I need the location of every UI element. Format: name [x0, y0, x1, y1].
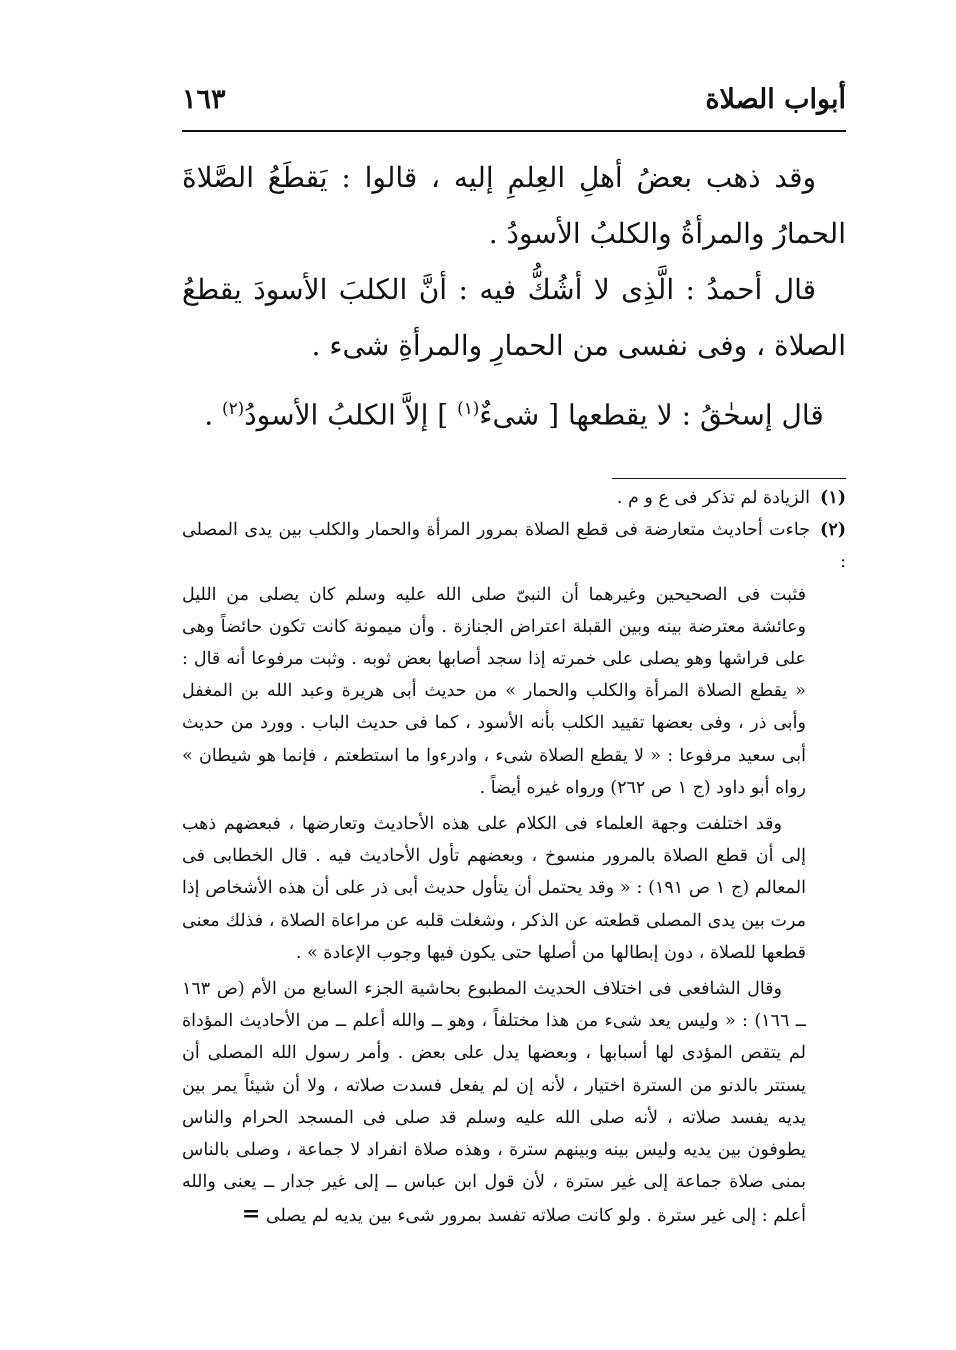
footnote-2-paragraph-2: وقد اختلفت وجهة العلماء فى الكلام على هذه الأحاديث وتعارضها ، فبعضهم ذهب إلى أن قطع الصلاة بالمرور منسوخ ، وبعضهم تأول الأحاديث فيه . قال الخطابى فى المعالم (ج ١ ص ١٩١) : « وقد يحتمل أن يتأول حديث أبى ذر على أن هذه الأشخاص إذا مرت بين يدى المصلى قطعته عن الذكر ، وشغلت قلبه عن مراعاة الصلاة ، فذلك معنى قطعها للصلاة ، دون إبطالها من أصلها حتى يكون فيها وجوب الإعادة » .	[182, 814, 806, 963]
footnotes	[182, 482, 846, 1233]
footnote-2-number: (٢)	[820, 520, 846, 541]
running-title: أبواب الصلاة	[705, 83, 846, 115]
page-header	[182, 78, 846, 120]
footnote-2-body: فثبت فى الصحيحين وغيرهما أن النبىّ صلى الله عليه وسلم كان يصلى من الليل وعائشة معترضة بينه وبين القبلة اعتراض الجنازة . وأن ميمونة كانت تكون حائضاً وهى على فراشها وهو يصلى على خمرته إذا سجد أصابها بعض ثوبه . وثبت مرفوعا أنه قال : « يقطع الصلاة المرأة والكلب والحمار » من حديث أبى هريرة وعبد الله بن المغفل وأبى ذر ، وفى بعضها تقييد الكلب بأنه الأسود ، كما فى حديث الباب . وورد من حديث أبى سعيد مرفوعا : « لا يقطع الصلاة شىء ، وادرءوا ما استطعتم ، فإنما هو شيطان » رواه أبو داود (ج ١ ص ٢٦٢) ورواه غيره أيضاً .	[182, 584, 806, 798]
footnote-2-text: جاءت أحاديث متعارضة فى قطع الصلاة بمرور المرأة والحمار والكلب بين يدى المصلى :	[182, 520, 846, 573]
footnote-ref-2: (٢)	[222, 398, 245, 418]
main-paragraph-3	[182, 380, 846, 443]
footnote-ref-1: (١)	[457, 398, 480, 418]
main-paragraph-2: قال أحمدُ : الَّذِى لا أشُكُّ فيه : أنَّ الكلبَ الأسودَ يقطعُ الصلاة ، وفى نفسى من الحمارِ والمرأةِ شىء .	[182, 273, 846, 362]
header-rule	[182, 130, 846, 132]
footnote-2-paragraph-3-text: وقال الشافعى فى اختلاف الحديث المطبوع بحاشية الجزء السابع من الأم (ص ١٦٣ ــ ١٦٦) : « وليس يعد شىء من هذا مختلفاً ، وهو ــ والله أعلم ــ من الأحاديث المؤداة لم يتقص المؤدى لها أسبابها ، وبعضها يدل على بعض . وأمر رسول الله المصلى أن يستتر بالدنو من السترة اختيار ، لأنه إن لم يفعل فسدت صلاته ، ولا أن شيئاً يمر بين يديه يفسد صلاته ، لأنه صلى الله عليه وسلم قد صلى فى المسجد الحرام والناس يطوفون بين يديه وليس بينه وبينهم سترة ، وهذه صلاة انفراد لا جماعة ، وصلى بالناس بمنى صلاة جماعة إلى غير سترة ، لأن قول ابن عباس ــ إلى غير جدار ــ يعنى والله أعلم : إلى غير سترة . ولو كانت صلاته تفسد بمرور شىء بين يديه لم يصلى	[182, 979, 806, 1227]
main-text	[182, 150, 846, 443]
footnote-1	[182, 482, 846, 514]
page-number: ١٦٣	[182, 83, 226, 115]
footnote-separator	[612, 478, 846, 479]
footnote-2-paragraph-3	[182, 973, 846, 1233]
footnote-1-number: (١)	[820, 488, 846, 508]
footnote-1-text: الزيادة لم تذكر فى ع و م .	[616, 488, 811, 508]
main-paragraph-1: وقد ذهب بعضُ أهلِ العِلمِ إليه ، قالوا : يَقطَعُ الصَّلاةَ الحمارُ والمرأةُ والكلبُ الأسودُ .	[182, 161, 846, 250]
ishaq-quote-middle: ] إلاَّ الكلبُ الأسودُ	[244, 398, 449, 432]
ishaq-quote-end: .	[204, 398, 214, 432]
ishaq-quote-start: قال إسحٰقُ : لا يقطعها [ شىءٌ	[479, 398, 824, 432]
footnote-2	[182, 514, 846, 578]
continuation-mark: =	[241, 1201, 261, 1228]
